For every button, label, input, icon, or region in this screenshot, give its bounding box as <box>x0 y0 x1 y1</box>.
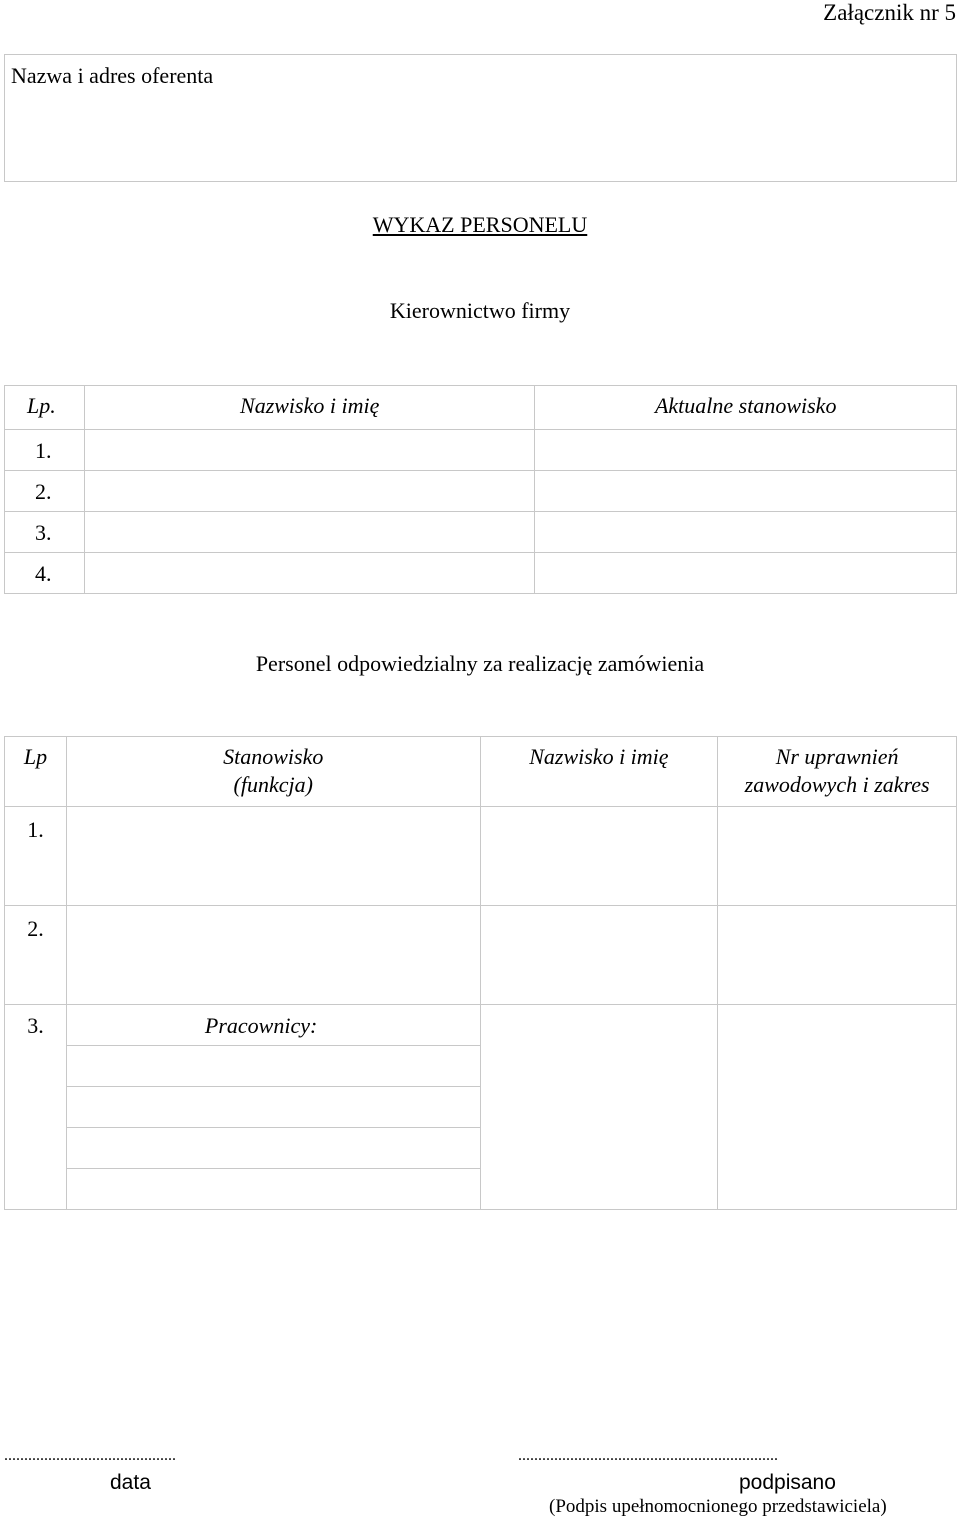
row-number: 1. <box>5 807 67 906</box>
name-cell[interactable] <box>480 807 718 906</box>
section2-heading: Personel odpowiedzialny za realizację zamówienia <box>255 651 705 676</box>
name-cell[interactable] <box>480 1005 718 1210</box>
date-label: data <box>110 1471 151 1494</box>
section1-heading: Kierownictwo firmy <box>389 298 571 323</box>
row-number: 3. <box>5 512 85 553</box>
management-table <box>4 385 957 594</box>
table-row <box>5 471 957 512</box>
table-row <box>5 430 957 471</box>
signature-note: (Podpis upełnomocnionego przedstawiciela) <box>549 1496 887 1517</box>
name-cell[interactable] <box>84 512 534 553</box>
header-license-line2: zawodowych i zakres <box>744 772 930 797</box>
header-position: Aktualne stanowisko <box>535 386 957 430</box>
row-number: 3. <box>5 1005 67 1210</box>
signature-dots: ................................................................. <box>518 1447 778 1464</box>
table-header-row <box>5 386 957 430</box>
date-dots: ........................................... <box>4 1447 176 1464</box>
document-title: WYKAZ PERSONELU <box>372 212 588 237</box>
name-cell[interactable] <box>84 430 534 471</box>
table-row <box>5 807 957 906</box>
row-number: 4. <box>5 553 85 594</box>
license-cell[interactable] <box>718 807 957 906</box>
header-stanowisko-line1: Stanowisko <box>223 744 324 769</box>
header-license-line1: Nr uprawnień <box>775 744 899 769</box>
header-lp: Lp <box>5 737 67 807</box>
header-name: Nazwisko i imię <box>84 386 534 430</box>
header-license <box>718 737 957 807</box>
workers-label: Pracownicy: <box>204 1013 318 1038</box>
worker-cell[interactable] <box>66 1046 480 1087</box>
table-row <box>5 512 957 553</box>
personnel-table <box>4 736 957 1210</box>
table-row <box>5 906 957 1005</box>
annex-label: Załącznik nr 5 <box>823 0 956 25</box>
workers-label-cell <box>66 1005 480 1046</box>
offer-box[interactable] <box>4 54 957 182</box>
name-cell[interactable] <box>84 471 534 512</box>
header-lp: Lp. <box>5 386 85 430</box>
license-cell[interactable] <box>718 906 957 1005</box>
row-number: 2. <box>5 471 85 512</box>
position-cell[interactable] <box>66 807 480 906</box>
header-stanowisko <box>66 737 480 807</box>
worker-cell[interactable] <box>66 1128 480 1169</box>
header-stanowisko-line2: (funkcja) <box>233 772 313 797</box>
worker-cell[interactable] <box>66 1087 480 1128</box>
table-row <box>5 553 957 594</box>
name-cell[interactable] <box>480 906 718 1005</box>
position-cell[interactable] <box>535 430 957 471</box>
signed-label: podpisano <box>739 1471 836 1494</box>
position-cell[interactable] <box>535 471 957 512</box>
position-cell[interactable] <box>535 553 957 594</box>
offer-label: Nazwa i adres oferenta <box>11 63 214 88</box>
table-header-row <box>5 737 957 807</box>
license-cell[interactable] <box>718 1005 957 1210</box>
worker-cell[interactable] <box>66 1169 480 1210</box>
row-number: 2. <box>5 906 67 1005</box>
position-cell[interactable] <box>66 906 480 1005</box>
table-row <box>5 1005 957 1046</box>
name-cell[interactable] <box>84 553 534 594</box>
header-name: Nazwisko i imię <box>480 737 718 807</box>
position-cell[interactable] <box>535 512 957 553</box>
row-number: 1. <box>5 430 85 471</box>
